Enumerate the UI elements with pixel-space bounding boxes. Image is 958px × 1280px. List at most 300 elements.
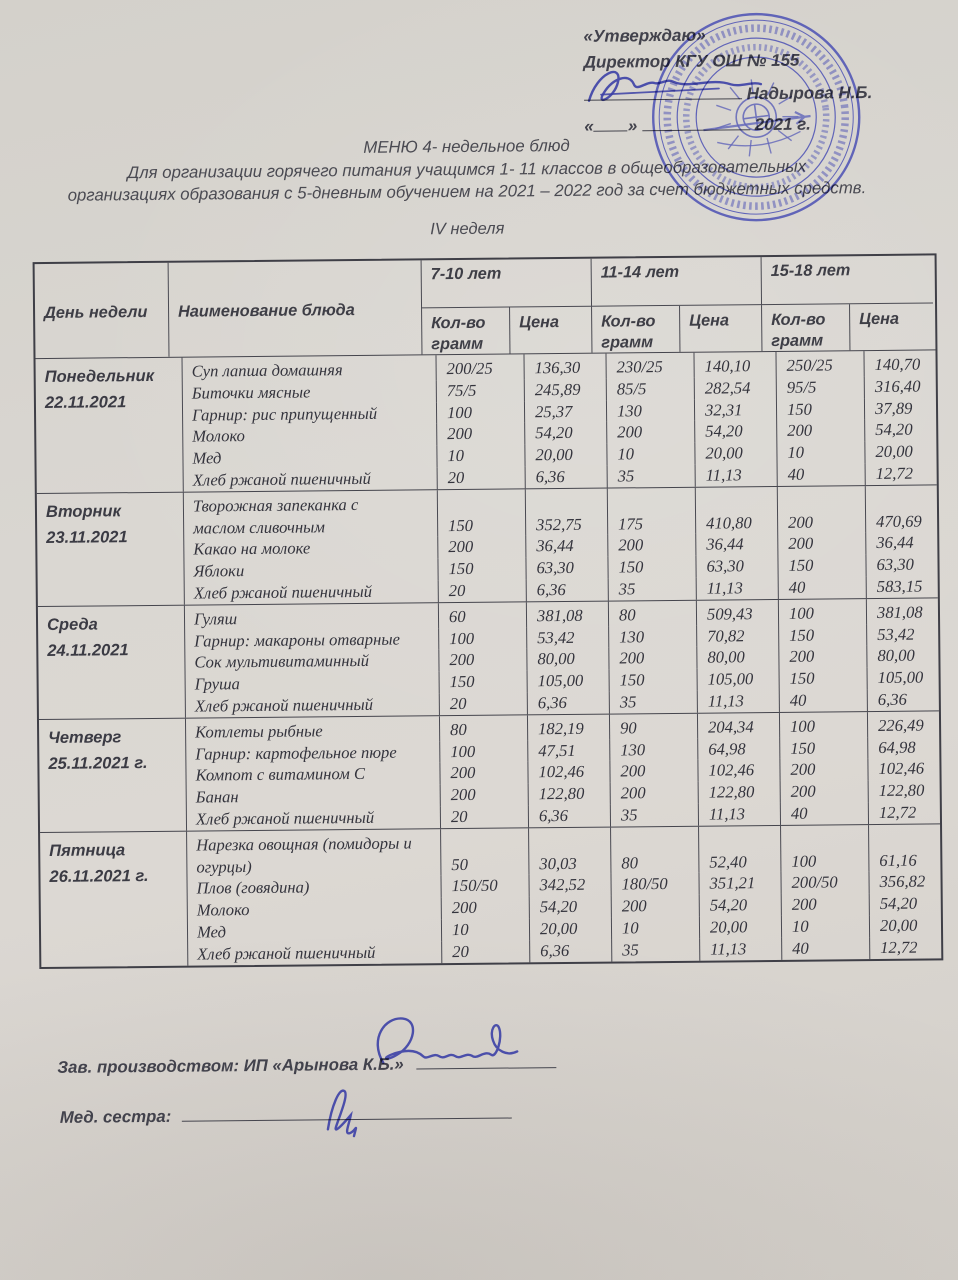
price-value: 53,42: [537, 627, 575, 647]
price-value: 122,80: [708, 782, 755, 802]
table-row: [37, 484, 938, 606]
table-row: [38, 597, 939, 719]
price-cell: [694, 420, 776, 443]
price-cell: [527, 692, 609, 715]
price-cell: [864, 375, 948, 398]
qty-cell: [606, 378, 694, 401]
qty-value: 200: [788, 512, 814, 532]
week-label: IV неделя: [430, 219, 505, 239]
qty-cell: [607, 556, 695, 579]
price-cell: [696, 646, 778, 669]
qty-value: 100: [788, 603, 814, 623]
qty-cell: [777, 554, 865, 577]
qty-value: 20: [452, 941, 469, 961]
price-cell: [867, 711, 951, 737]
qty-cell: [779, 689, 867, 712]
price-value: 282,54: [704, 378, 751, 398]
qty-cell: [440, 828, 528, 875]
dish-name: Яблоки: [193, 561, 245, 581]
title-line-2: Для организации горячего питания учащимся 1- 11 классов в общеобразовательных: [127, 156, 807, 182]
qty-value: 10: [451, 919, 469, 940]
qty-value: 10: [617, 444, 635, 464]
qty-cell: [607, 534, 695, 557]
header-price-2: Цена: [679, 305, 761, 352]
qty-cell: [609, 760, 697, 783]
nurse-signature-ink: [305, 1079, 378, 1140]
dish-name: Хлеб ржаной пшеничный: [193, 581, 373, 603]
qty-value: 200: [619, 648, 645, 668]
header-qty-1: Кол-во грамм: [421, 308, 509, 355]
header-qty-2: Кол-во грамм: [591, 306, 679, 353]
qty-cell: [780, 825, 868, 872]
qty-value: 80: [618, 605, 636, 625]
qty-cell: [606, 421, 694, 444]
qty-value: 150: [788, 555, 814, 576]
price-cell: [869, 914, 953, 937]
qty-cell: [610, 873, 698, 896]
qty-cell: [436, 445, 524, 468]
qty-value: 95/5: [786, 377, 817, 397]
qty-cell: [778, 599, 866, 625]
qty-value: 150: [790, 738, 816, 758]
dish-name: Груша: [194, 674, 240, 694]
dish-name: Компот с витамином С: [195, 764, 366, 785]
qty-value: 150/50: [451, 875, 498, 896]
price-value: 20,00: [705, 443, 743, 463]
price-cell: [527, 739, 609, 762]
qty-value: 100: [446, 402, 473, 422]
qty-value: 150: [448, 559, 474, 579]
price-value: 356,82: [879, 871, 926, 892]
qty-value: 20: [448, 580, 466, 601]
price-cell: [863, 350, 947, 376]
qty-value: 200: [447, 424, 473, 444]
price-value: 11,13: [705, 465, 742, 485]
price-value: 6,36: [877, 689, 907, 709]
price-value: 11,13: [706, 578, 743, 598]
price-cell: [694, 399, 776, 422]
header-age-11-14: 11-14 лет: [591, 257, 761, 307]
price-value: 20,00: [879, 915, 918, 935]
price-cell: [866, 575, 950, 598]
qty-cell: [609, 738, 697, 761]
qty-cell: [781, 937, 869, 960]
qty-value: 35: [617, 466, 635, 486]
price-value: 80,00: [537, 649, 575, 669]
price-value: 381,08: [536, 605, 583, 626]
qty-value: 130: [616, 400, 643, 421]
title-line-3: организациях образования с 5-дневным обучением на 2021 – 2022 год за счет бюджетных средств.: [67, 178, 867, 205]
price-value: 509,43: [706, 603, 753, 624]
price-cell: [526, 601, 608, 627]
price-value: 351,21: [709, 873, 756, 893]
price-value: 20,00: [709, 917, 748, 937]
price-cell: [529, 939, 611, 962]
qty-value: 50: [451, 854, 469, 874]
header-age-7-10: 7-10 лет: [421, 259, 591, 309]
qty-value: 20: [450, 806, 468, 827]
price-cell: [528, 783, 610, 806]
price-value: 20,00: [535, 445, 573, 465]
price-cell: [869, 892, 953, 915]
qty-cell: [781, 893, 869, 916]
qty-value: 200: [618, 535, 644, 555]
price-cell: [529, 896, 611, 919]
qty-value: 200: [451, 897, 477, 918]
price-cell: [695, 533, 777, 556]
header-age-15-18: 15-18 лет: [761, 255, 933, 305]
price-cell: [865, 532, 949, 555]
qty-cell: [780, 780, 868, 803]
price-cell: [867, 666, 951, 689]
qty-cell: [438, 627, 526, 650]
price-value: 140,70: [874, 354, 921, 375]
price-value: 70,82: [707, 625, 745, 646]
price-cell: [695, 487, 777, 534]
qty-cell: [606, 443, 694, 466]
price-cell: [867, 758, 951, 781]
day-cell: [37, 492, 185, 605]
qty-value: 200: [621, 896, 647, 916]
price-value: 12,72: [875, 463, 914, 483]
header-dish: Наименование блюда: [168, 260, 422, 356]
qty-value: 40: [789, 690, 807, 710]
day-cell: [40, 831, 188, 966]
approval-director-name: Надырова Н.Б.: [746, 83, 873, 104]
qty-cell: [609, 713, 697, 739]
qty-cell: [611, 938, 699, 961]
price-cell: [865, 553, 949, 576]
price-cell: [866, 645, 950, 668]
qty-cell: [608, 647, 696, 670]
price-value: 105,00: [537, 670, 584, 691]
price-value: 12,72: [880, 937, 918, 957]
qty-cell: [776, 441, 864, 464]
price-cell: [697, 690, 779, 713]
qty-cell: [608, 625, 696, 648]
qty-cell: [437, 466, 525, 489]
price-cell: [525, 535, 607, 558]
price-value: 32,31: [704, 399, 743, 420]
price-value: 80,00: [877, 645, 915, 666]
qty-value: 200: [620, 783, 646, 803]
qty-cell: [779, 737, 867, 760]
price-value: 63,30: [536, 558, 574, 578]
qty-cell: [605, 353, 693, 379]
price-value: 54,20: [535, 423, 573, 443]
day-cell: [36, 358, 184, 493]
price-cell: [524, 422, 606, 445]
qty-cell: [779, 712, 867, 738]
price-cell: [866, 598, 950, 624]
price-value: 204,34: [707, 716, 754, 737]
qty-cell: [777, 463, 865, 486]
day-date: 24.11.2021: [47, 640, 129, 660]
dish-name: Хлеб ржаной пшеничный: [194, 694, 374, 716]
qty-cell: [608, 578, 696, 601]
qty-cell: [776, 398, 864, 421]
qty-value: 150: [618, 557, 644, 577]
dish-name: Котлеты рыбные: [195, 721, 323, 742]
table-body: [36, 349, 942, 966]
approval-quote: «Утверждаю»: [583, 25, 706, 46]
qty-value: 200: [450, 785, 476, 805]
qty-cell: [436, 423, 524, 446]
price-cell: [698, 803, 780, 826]
price-cell: [865, 462, 949, 485]
dish-grid: [185, 598, 951, 717]
price-value: 54,20: [539, 897, 578, 917]
price-value: 102,46: [878, 758, 925, 779]
qty-value: 200: [791, 894, 817, 914]
header-price-1: Цена: [509, 307, 591, 354]
qty-value: 200: [789, 646, 815, 667]
price-value: 410,80: [706, 512, 752, 533]
qty-value: 150: [786, 399, 813, 419]
qty-cell: [607, 465, 695, 488]
qty-value: 100: [449, 628, 475, 648]
day-name: Вторник: [45, 502, 121, 521]
day-name: Понедельник: [44, 366, 155, 386]
qty-cell: [609, 669, 697, 692]
dish-name: Молоко: [192, 426, 245, 446]
dish-name: Суп лапша домашняя: [191, 360, 343, 381]
qty-cell: [441, 918, 529, 941]
price-value: 105,00: [707, 669, 754, 689]
dish-grid: [186, 711, 952, 830]
price-cell: [697, 737, 779, 760]
price-cell: [525, 557, 607, 580]
price-cell: [694, 442, 776, 465]
price-value: 61,16: [879, 850, 917, 870]
dish-name: Мед: [192, 448, 222, 468]
qty-cell: [778, 624, 866, 647]
qty-value: 20: [449, 693, 467, 714]
qty-value: 35: [618, 579, 636, 599]
dish-name: Гарнир: картофельное пюре: [195, 742, 397, 764]
dish-grid: [184, 485, 950, 604]
qty-value: 10: [791, 916, 809, 936]
price-value: 64,98: [708, 738, 746, 759]
qty-cell: [607, 488, 695, 535]
qty-value: 130: [619, 626, 645, 647]
qty-value: 100: [450, 741, 476, 761]
price-cell: [695, 555, 777, 578]
qty-cell: [780, 871, 868, 894]
nurse-row: [60, 1104, 512, 1128]
qty-value: 35: [620, 805, 638, 825]
price-value: 122,80: [538, 783, 585, 804]
price-value: 352,75: [536, 514, 582, 534]
header-day: День недели: [43, 302, 148, 322]
qty-value: 200: [788, 533, 814, 554]
dish-name: Гуляш: [193, 608, 238, 629]
price-value: 6,36: [540, 940, 570, 960]
dish-name: Хлеб ржаной пшеничный: [195, 807, 375, 829]
day-cell: [39, 718, 187, 831]
price-cell: [867, 736, 951, 759]
price-value: 64,98: [878, 737, 916, 757]
qty-value: 200/25: [446, 358, 493, 379]
price-cell: [528, 805, 610, 828]
qty-cell: [439, 671, 527, 694]
qty-cell: [441, 940, 529, 963]
qty-value: 20: [447, 467, 465, 488]
qty-cell: [437, 558, 525, 581]
price-value: 102,46: [538, 762, 585, 782]
price-value: 20,00: [539, 918, 578, 939]
day-date: 23.11.2021: [46, 527, 128, 547]
qty-value: 180/50: [621, 874, 668, 894]
qty-value: 250/25: [786, 355, 833, 375]
qty-cell: [435, 354, 523, 380]
dish-grid: [187, 824, 953, 965]
dish-name: Биточки мясные: [191, 382, 311, 403]
price-cell: [869, 936, 953, 959]
price-value: 342,52: [539, 875, 586, 895]
qty-value: 130: [620, 739, 646, 760]
qty-value: 200: [448, 537, 474, 557]
dish-name: Плов (говядина): [196, 877, 310, 898]
qty-cell: [776, 376, 864, 399]
approval-director-line: Директор КГУ ОШ № 155: [583, 50, 800, 72]
price-value: 11,13: [710, 938, 747, 959]
price-value: 245,89: [534, 379, 581, 400]
price-cell: [527, 714, 609, 740]
qty-value: 80: [621, 852, 639, 872]
qty-cell: [438, 649, 526, 672]
price-cell: [695, 464, 777, 487]
price-value: 47,51: [538, 740, 576, 760]
qty-value: 200/50: [791, 872, 838, 893]
price-value: 54,20: [709, 895, 748, 915]
price-cell: [864, 397, 948, 420]
qty-cell: [439, 692, 527, 715]
price-value: 381,08: [876, 602, 923, 622]
qty-cell: [778, 645, 866, 668]
price-value: 470,69: [876, 511, 922, 531]
price-cell: [526, 648, 608, 671]
qty-value: 150: [619, 670, 645, 690]
menu-table: [33, 253, 944, 968]
price-value: 105,00: [877, 667, 924, 688]
price-value: 316,40: [874, 376, 921, 396]
price-value: 136,30: [534, 357, 581, 378]
qty-cell: [440, 875, 528, 898]
price-cell: [528, 827, 610, 874]
qty-cell: [610, 826, 698, 873]
dish-name: Хлеб ржаной пшеничный: [197, 942, 376, 964]
date-close-quote: »: [627, 116, 638, 136]
price-cell: [696, 625, 778, 648]
qty-value: 10: [787, 442, 805, 463]
day-name: Среда: [46, 615, 98, 634]
school-stamp-icon: [627, 0, 881, 243]
dish-name: Молоко: [196, 900, 250, 920]
table-row: [40, 823, 941, 966]
price-cell: [865, 485, 949, 532]
qty-cell: [436, 379, 524, 402]
approval-year: 2021 г.: [754, 114, 811, 135]
qty-cell: [610, 782, 698, 805]
price-cell: [868, 871, 952, 894]
dish-name: Какао на молоке: [193, 538, 311, 559]
qty-value: 230/25: [616, 357, 663, 377]
qty-cell: [438, 602, 526, 628]
price-cell: [525, 488, 607, 535]
production-manager-label: Зав. производством: ИП «Арынова К.Б.»: [57, 1054, 404, 1077]
price-value: 11,13: [707, 691, 745, 711]
price-cell: [868, 801, 952, 824]
qty-cell: [436, 401, 524, 424]
qty-value: 35: [622, 940, 639, 960]
price-value: 54,20: [705, 421, 743, 442]
price-value: 102,46: [708, 760, 755, 780]
price-cell: [524, 400, 606, 423]
price-value: 54,20: [875, 420, 913, 440]
price-value: 140,10: [704, 356, 751, 376]
price-value: 52,40: [709, 851, 747, 872]
price-cell: [524, 378, 606, 401]
price-cell: [523, 354, 605, 380]
price-cell: [868, 824, 952, 871]
qty-value: 40: [792, 938, 809, 958]
dish-name: Гарнир: рис припущенный: [191, 403, 378, 425]
price-value: 11,13: [708, 804, 746, 824]
dish-name: Гарнир: макароны отварные: [194, 629, 400, 651]
price-value: 63,30: [706, 556, 744, 576]
dish-name: Сок мультивитаминный: [194, 651, 370, 672]
price-value: 6,36: [538, 805, 569, 826]
price-value: 6,36: [536, 579, 566, 600]
dish-name: Творожная запеканка с маслом сливочным: [192, 494, 359, 538]
qty-value: 175: [618, 513, 644, 534]
qty-value: 150: [448, 515, 474, 535]
price-value: 6,36: [535, 466, 565, 487]
qty-value: 200: [449, 650, 475, 670]
price-value: 6,36: [537, 692, 567, 713]
dish-name: Мед: [196, 922, 227, 942]
price-cell: [864, 440, 948, 463]
price-value: 182,19: [537, 718, 584, 739]
qty-cell: [440, 784, 528, 807]
qty-cell: [775, 351, 863, 377]
price-cell: [697, 668, 779, 691]
price-value: 25,37: [534, 401, 573, 421]
day-date: 26.11.2021 г.: [49, 866, 149, 886]
day-name: Пятница: [49, 840, 126, 860]
price-value: 122,80: [878, 780, 925, 801]
qty-value: 150: [789, 625, 815, 645]
dish-grid: [183, 350, 949, 491]
price-cell: [699, 938, 781, 961]
qty-value: 40: [787, 464, 805, 484]
price-cell: [696, 577, 778, 600]
title-line-1: МЕНЮ 4- недельное блюд: [363, 135, 570, 157]
price-value: 37,89: [874, 398, 913, 418]
price-cell: [697, 759, 779, 782]
qty-cell: [776, 420, 864, 443]
price-cell: [864, 419, 948, 442]
price-value: 226,49: [877, 715, 924, 735]
price-value: 36,44: [706, 534, 744, 555]
price-cell: [698, 872, 780, 895]
price-cell: [868, 779, 952, 802]
qty-cell: [438, 579, 526, 602]
qty-cell: [437, 489, 525, 536]
qty-value: 200: [617, 422, 643, 442]
price-cell: [698, 781, 780, 804]
